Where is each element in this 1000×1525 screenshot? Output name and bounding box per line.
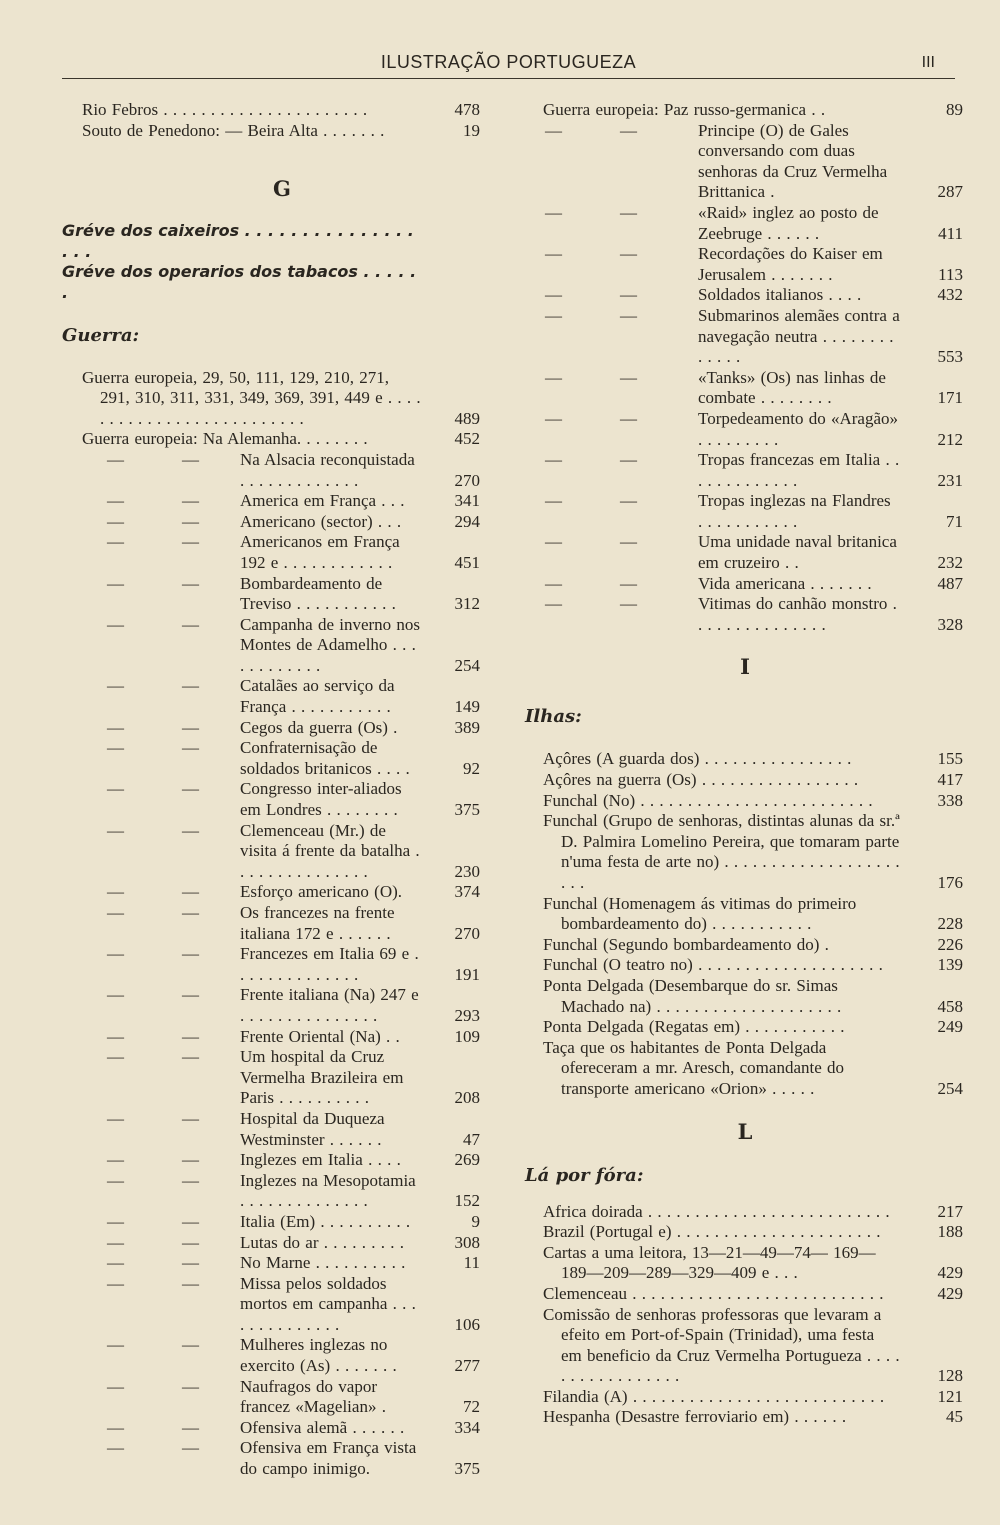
ditto-dash: — <box>182 1273 199 1293</box>
entry-text: Açôres na guerra (Os) . . . . . . . . . . . . . . . . . <box>543 770 859 790</box>
entry-text: Na Alsacia reconquistada . . . . . . . . . . . . . <box>240 449 415 490</box>
index-entry <box>525 975 963 1017</box>
entry-page: 89 <box>946 100 963 119</box>
ditto-dash: — <box>620 244 637 264</box>
entry-text: Hospital da Duqueza Westminster . . . . . . <box>240 1108 385 1149</box>
entry-text: Americanos em França 192 e . . . . . . . . . . . . <box>240 532 400 572</box>
ditto-dash: — <box>182 573 199 593</box>
entry-page: 458 <box>937 996 963 1016</box>
ditto-dash: — <box>545 202 562 222</box>
entry-page: 106 <box>454 1314 480 1334</box>
ditto-dash: — <box>182 717 199 737</box>
index-entry <box>525 100 963 121</box>
entry-text: Torpedeamento do «Aragão» . . . . . . . . . <box>698 408 899 449</box>
index-entry <box>525 1283 963 1305</box>
index-entry <box>525 305 963 368</box>
ditto-dash: — <box>107 1026 124 1046</box>
ditto-dash: — <box>545 244 562 264</box>
entry-text: Funchal (Segundo bombardeamento do) . <box>543 934 829 954</box>
ditto-dash: — <box>107 738 124 758</box>
index-entry <box>525 244 963 285</box>
ditto-dash: — <box>545 120 562 140</box>
entry-text: No Marne . . . . . . . . . . <box>240 1253 406 1273</box>
entry-page: 389 <box>454 717 480 737</box>
entry-text: Uma unidade naval britanica em cruzeiro . . <box>698 532 897 573</box>
ditto-dash: — <box>107 820 124 840</box>
entry-text: Frente italiana (Na) 247 e . . . . . . . . . . . . . . . <box>240 985 419 1025</box>
index-entry <box>62 429 492 450</box>
index-entry <box>62 821 492 883</box>
index-entry <box>525 1242 963 1284</box>
entry-page: 92 <box>463 758 480 778</box>
entry-text: Ofensiva alemã . . . . . . <box>240 1417 405 1437</box>
publication-title: ILUSTRAÇÃO PORTUGUEZA <box>380 52 637 72</box>
ditto-dash: — <box>545 573 562 593</box>
ditto-dash: — <box>107 449 124 469</box>
entry-text: Clemenceau . . . . . . . . . . . . . . . . . . . . . . . . . . . <box>543 1283 884 1303</box>
ditto-dash: — <box>182 614 199 634</box>
index-entry <box>62 903 492 944</box>
ditto-dash: — <box>107 1108 124 1128</box>
ditto-dash: — <box>107 1335 124 1355</box>
entry-page: 270 <box>454 923 480 943</box>
entry-text: Francezes em Italia 69 e . . . . . . . . . . . . . . <box>240 944 419 984</box>
ditto-dash: — <box>182 820 199 840</box>
ditto-dash: — <box>182 511 199 531</box>
entry-page: 489 <box>454 408 480 428</box>
index-entry <box>525 285 963 306</box>
ditto-dash: — <box>620 408 637 428</box>
entry-text: Naufragos do vapor francez «Magelian» . <box>240 1376 386 1417</box>
entry-page: 374 <box>454 882 480 902</box>
index-entry <box>525 1037 963 1100</box>
entry-text: Confraternisação de soldados britanicos . . . . <box>240 738 410 778</box>
entry-page: 270 <box>454 470 480 490</box>
ditto-dash: — <box>107 1253 124 1273</box>
entry-text: Comissão de senhoras professoras que levaram a efeito em Port-of-Spain (Trinidad), uma festa em beneficio da Cruz Vermelha Portugueza . . . . . . . . . . . . . . . . . <box>543 1304 900 1386</box>
entry-page: 287 <box>937 182 963 202</box>
ditto-dash: — <box>182 903 199 922</box>
entry-text: Rio Febros . . . . . . . . . . . . . . . . . . . . . . <box>82 100 368 119</box>
index-entry <box>525 1407 963 1428</box>
entry-page: 109 <box>454 1026 480 1046</box>
ditto-dash: — <box>182 1150 199 1170</box>
entry-page: 553 <box>937 347 963 367</box>
entry-page: 269 <box>454 1150 480 1170</box>
entry-text: Lutas do ar . . . . . . . . . <box>240 1232 404 1252</box>
ditto-dash: — <box>107 1232 124 1252</box>
entry-page: 487 <box>937 573 963 593</box>
entry-page: 45 <box>946 1407 963 1427</box>
index-entry <box>525 1386 963 1408</box>
entry-page: 217 <box>937 1201 963 1221</box>
entry-page: 47 <box>463 1129 480 1149</box>
ditto-dash: — <box>107 1438 124 1458</box>
index-entry <box>62 368 492 430</box>
ditto-dash: — <box>182 1253 199 1273</box>
ditto-dash: — <box>107 903 124 922</box>
entry-text: Mulheres inglezas no exercito (As) . . . . . . . <box>240 1335 397 1376</box>
ditto-dash: — <box>107 1150 124 1170</box>
entry-page: 249 <box>937 1017 963 1037</box>
ditto-dash: — <box>107 1376 124 1396</box>
index-entry <box>62 1171 492 1212</box>
section-heading-la-por-fora: Lá por fóra: <box>525 1164 644 1186</box>
ditto-dash: — <box>182 491 199 511</box>
index-entry <box>62 512 492 533</box>
ditto-dash: — <box>107 1047 124 1067</box>
index-entry <box>62 882 492 903</box>
entry-text: Souto de Penedono: — Beira Alta . . . . . . . <box>82 120 385 140</box>
entry-page: 171 <box>937 388 963 408</box>
ditto-dash: — <box>182 882 199 902</box>
index-entry <box>62 944 492 985</box>
entry-text: Brazil (Portugal e) . . . . . . . . . . . . . . . . . . . . . . <box>543 1222 881 1242</box>
index-entry <box>62 1335 492 1376</box>
index-entry <box>62 450 492 491</box>
index-entry-topic <box>62 262 492 303</box>
index-entry <box>62 738 492 779</box>
ditto-dash: — <box>182 1026 199 1046</box>
index-entry <box>525 573 963 595</box>
entry-page: 429 <box>937 1283 963 1303</box>
right-column <box>525 100 965 1428</box>
entry-text: Recordações do Kaiser em Jerusalem . . . . . . . <box>698 244 883 284</box>
ditto-dash: — <box>545 491 562 511</box>
index-entry <box>62 985 492 1026</box>
entry-page: 152 <box>454 1191 480 1211</box>
entry-text: Funchal (Homenagem ás vitimas do primeiro bombardeamento do) . . . . . . . . . . . <box>543 893 857 934</box>
entry-text: Tropas francezas em Italia . . . . . . . . . . . . . <box>698 450 900 490</box>
entry-page: 254 <box>937 1078 963 1098</box>
entry-page: 191 <box>454 964 480 984</box>
ditto-dash: — <box>620 594 637 614</box>
ditto-dash: — <box>620 285 637 305</box>
entry-text: Cegos da guerra (Os) . <box>240 717 398 737</box>
entry-text: Principe (O) de Gales conversando com duas senhoras da Cruz Vermelha Brittanica . <box>698 120 888 202</box>
entry-page: 226 <box>937 934 963 954</box>
left-column <box>62 100 502 1480</box>
entry-page: 312 <box>454 594 480 614</box>
entry-text: Gréve dos caixeiros . . . . . . . . . . . . . . . . . . <box>62 221 414 261</box>
entry-page: 277 <box>454 1356 480 1376</box>
index-entry <box>525 1222 963 1243</box>
entry-page: 208 <box>454 1088 480 1108</box>
entry-text: Guerra europeia: Paz russo-germanica . . <box>543 100 826 119</box>
index-entry <box>62 1233 492 1254</box>
index-entry <box>525 532 963 573</box>
entry-page: 228 <box>937 914 963 934</box>
ditto-dash: — <box>107 882 124 902</box>
index-entry <box>62 574 492 615</box>
entry-page: 375 <box>454 800 480 820</box>
entry-page: 128 <box>937 1366 963 1386</box>
entry-text: Os francezes na frente italiana 172 e . . . . . . <box>240 903 395 943</box>
entry-page: 19 <box>463 120 480 140</box>
entry-text: Tropas inglezas na Flandres . . . . . . . . . . . <box>698 491 891 531</box>
entry-text: Gréve dos operarios dos tabacos . . . . . . <box>62 262 417 302</box>
index-entry <box>525 491 963 532</box>
index-entry <box>62 1212 492 1233</box>
entry-page: 334 <box>454 1417 480 1437</box>
ditto-dash: — <box>620 367 637 387</box>
ditto-dash: — <box>545 285 562 305</box>
ditto-dash: — <box>107 779 124 799</box>
index-entry <box>62 779 492 820</box>
ditto-dash: — <box>107 532 124 552</box>
entry-text: Um hospital da Cruz Vermelha Brazileira em Paris . . . . . . . . . . <box>240 1047 404 1108</box>
entry-text: Funchal (O teatro no) . . . . . . . . . . . . . . . . . . . . <box>543 955 883 975</box>
entry-text: Hespanha (Desastre ferroviario em) . . . . . . <box>543 1407 847 1427</box>
entry-page: 432 <box>937 285 963 305</box>
ditto-dash: — <box>107 1170 124 1190</box>
entry-page: 149 <box>454 697 480 717</box>
entry-text: Funchal (No) . . . . . . . . . . . . . . . . . . . . . . . . . <box>543 790 873 810</box>
ditto-dash: — <box>182 738 199 758</box>
entry-text: Italia (Em) . . . . . . . . . . <box>240 1211 411 1231</box>
index-entry <box>525 120 963 203</box>
ditto-dash: — <box>182 1211 199 1231</box>
ditto-dash: — <box>545 594 562 614</box>
entry-page: 294 <box>454 511 480 531</box>
entry-text: Ponta Delgada (Desembarque do sr. Simas Machado na) . . . . . . . . . . . . . . . . . . . . <box>543 975 842 1016</box>
entry-text: Americano (sector) . . . <box>240 511 402 531</box>
entry-text: Campanha de inverno nos Montes de Adamelho . . . . . . . . . . . . <box>240 614 421 675</box>
entry-text: Catalães ao serviço da França . . . . . . . . . . . <box>240 676 395 717</box>
entry-text: Açôres (A guarda dos) . . . . . . . . . . . . . . . . <box>543 749 852 769</box>
entry-text: Funchal (Grupo de senhoras, distintas alunas da sr.ª D. Palmira Lomelino Pereira, que tomaram parte n'uma festa de arte no) . . . . . . . . . . . . . . . . . . . . . . <box>543 811 900 892</box>
entry-text: Submarinos alemães contra a navegação neutra . . . . . . . . . . . . . <box>698 305 900 367</box>
ditto-dash: — <box>545 367 562 387</box>
ditto-dash: — <box>107 491 124 511</box>
entry-page: 232 <box>937 553 963 573</box>
ditto-dash: — <box>620 305 637 325</box>
ditto-dash: — <box>107 511 124 531</box>
entry-text: Africa doirada . . . . . . . . . . . . . . . . . . . . . . . . . . <box>543 1201 890 1221</box>
ditto-dash: — <box>620 120 637 140</box>
ditto-dash: — <box>545 305 562 325</box>
entry-text: Missa pelos soldados mortos em campanha . . . . . . . . . . . . . . <box>240 1273 416 1334</box>
entry-page: 429 <box>937 1263 963 1283</box>
index-entry <box>525 594 963 635</box>
index-entry <box>62 1150 492 1171</box>
entry-page: 308 <box>454 1232 480 1252</box>
index-entry <box>525 202 963 244</box>
entry-text: Taça que os habitantes de Ponta Delgada ofereceram a mr. Aresch, comandante do transporte americano «Orion» . . . . . <box>543 1037 845 1098</box>
entry-page: 230 <box>454 861 480 881</box>
letter-heading-i: I <box>740 654 750 680</box>
index-entry <box>62 532 492 573</box>
entry-page: 452 <box>454 429 480 449</box>
entry-page: 113 <box>938 264 963 284</box>
ditto-dash: — <box>182 1376 199 1396</box>
letter-heading-g: G <box>273 176 291 202</box>
ditto-dash: — <box>182 1108 199 1128</box>
page-number: III <box>921 54 935 71</box>
index-entry <box>62 1274 492 1336</box>
ditto-dash: — <box>182 1417 199 1437</box>
index-entry <box>62 676 492 717</box>
entry-page: 375 <box>454 1459 480 1479</box>
ditto-dash: — <box>107 717 124 737</box>
ditto-dash: — <box>545 450 562 470</box>
entry-text: Soldados italianos . . . . <box>698 285 862 305</box>
ditto-dash: — <box>107 1211 124 1231</box>
entry-text: Clemenceau (Mr.) de visita á frente da batalha . . . . . . . . . . . . . . . <box>240 820 420 881</box>
ditto-dash: — <box>182 985 199 1005</box>
entry-page: 11 <box>463 1253 480 1273</box>
ditto-dash: — <box>182 1438 199 1458</box>
ditto-dash: — <box>107 985 124 1005</box>
ditto-dash: — <box>620 573 637 593</box>
index-entry <box>525 934 963 956</box>
ditto-dash: — <box>107 614 124 634</box>
entry-page: 293 <box>454 1005 480 1025</box>
entry-page: 417 <box>937 770 963 790</box>
ditto-dash: — <box>620 491 637 511</box>
ditto-dash: — <box>545 532 562 552</box>
entry-text: Guerra europeia: Na Alemanha. . . . . . . . <box>82 429 368 449</box>
entry-page: 212 <box>937 429 963 449</box>
index-entry <box>525 367 963 409</box>
entry-page: 121 <box>937 1386 963 1406</box>
entry-page: 338 <box>937 790 963 810</box>
entry-text: Frente Oriental (Na) . . <box>240 1026 400 1046</box>
ditto-dash: — <box>182 1170 199 1190</box>
index-entry <box>525 749 963 770</box>
entry-text: Cartas a uma leitora, 13—21—49—74— 169—189—209—289—329—409 e . . . <box>543 1242 876 1283</box>
index-entry <box>525 1304 963 1387</box>
entry-text: Ponta Delgada (Regatas em) . . . . . . . . . . . <box>543 1017 845 1037</box>
ditto-dash: — <box>182 944 199 964</box>
entry-text: Filandia (A) . . . . . . . . . . . . . . . . . . . . . . . . . . . <box>543 1386 885 1406</box>
entry-page: 176 <box>937 873 963 892</box>
ditto-dash: — <box>107 676 124 696</box>
entry-page: 72 <box>463 1397 480 1417</box>
index-entry <box>62 1109 492 1150</box>
entry-page: 9 <box>471 1211 480 1231</box>
entry-page: 139 <box>937 955 963 975</box>
entry-text: Vitimas do canhão monstro . . . . . . . . . . . . . . . <box>698 594 897 634</box>
entry-text: America em França . . . <box>240 491 405 511</box>
letter-heading-l: L <box>737 1118 753 1144</box>
index-entry <box>62 718 492 739</box>
index-entry <box>62 615 492 677</box>
ditto-dash: — <box>182 1335 199 1355</box>
index-entry <box>62 1027 492 1048</box>
index-entry <box>525 770 963 791</box>
index-entry <box>62 1438 492 1479</box>
entry-text: Guerra europeia, 29, 50, 111, 129, 210, 271, 291, 310, 311, 331, 349, 369, 391, 449 e . . . . . . . . . . . . . . . . . . . . . . . . . . <box>82 367 421 428</box>
entry-text: «Raid» inglez ao posto de Zeebruge . . . . . . <box>698 202 879 243</box>
index-entry <box>525 1017 963 1038</box>
entry-page: 451 <box>454 552 480 572</box>
entry-page: 231 <box>937 470 963 490</box>
entry-text: Inglezes em Italia . . . . <box>240 1150 401 1170</box>
entry-text: Congresso inter-aliados em Londres . . . . . . . . <box>240 779 402 820</box>
index-entry <box>525 955 963 976</box>
index-entry <box>525 408 963 450</box>
entry-page: 188 <box>937 1222 963 1242</box>
entry-text: «Tanks» (Os) nas linhas de combate . . . . . . . . <box>698 367 886 408</box>
ditto-dash: — <box>182 449 199 469</box>
entry-page: 411 <box>938 223 963 243</box>
index-entry <box>62 1047 492 1109</box>
index-entry <box>62 1377 492 1418</box>
entry-text: Esforço americano (O). <box>240 882 403 902</box>
entry-text: Vida americana . . . . . . . <box>698 573 872 593</box>
ditto-dash: — <box>182 532 199 552</box>
index-entry <box>62 1418 492 1439</box>
entry-page: 254 <box>454 655 480 675</box>
index-entry <box>525 1201 963 1223</box>
ditto-dash: — <box>620 450 637 470</box>
entry-page: 155 <box>937 749 963 769</box>
entry-page: 71 <box>946 511 963 531</box>
index-entry <box>525 811 963 893</box>
section-heading-ilhas: Ilhas: <box>525 706 582 728</box>
entry-text: Ofensiva em França vista do campo inimigo. <box>240 1438 417 1479</box>
ditto-dash: — <box>182 1232 199 1252</box>
index-entry <box>62 491 492 512</box>
ditto-dash: — <box>620 202 637 222</box>
entry-page <box>0 0 480 304</box>
index-entry <box>62 1253 492 1274</box>
ditto-dash: — <box>107 1417 124 1437</box>
index-entry <box>525 450 963 491</box>
ditto-dash: — <box>107 573 124 593</box>
ditto-dash: — <box>182 779 199 799</box>
ditto-dash: — <box>545 408 562 428</box>
ditto-dash: — <box>107 944 124 964</box>
ditto-dash: — <box>182 676 199 696</box>
entry-page: 328 <box>937 614 963 634</box>
index-entry <box>525 893 963 935</box>
entry-text: Inglezes na Mesopotamia . . . . . . . . . . . . . . <box>240 1170 416 1211</box>
section-heading-guerra: Guerra: <box>62 324 140 346</box>
entry-text: Bombardeamento de Treviso . . . . . . . . . . . <box>240 573 396 614</box>
ditto-dash: — <box>107 1273 124 1293</box>
entry-page: 478 <box>454 100 480 119</box>
entry-page: 341 <box>454 491 480 511</box>
index-entry <box>525 790 963 812</box>
ditto-dash: — <box>620 532 637 552</box>
ditto-dash: — <box>182 1047 199 1067</box>
